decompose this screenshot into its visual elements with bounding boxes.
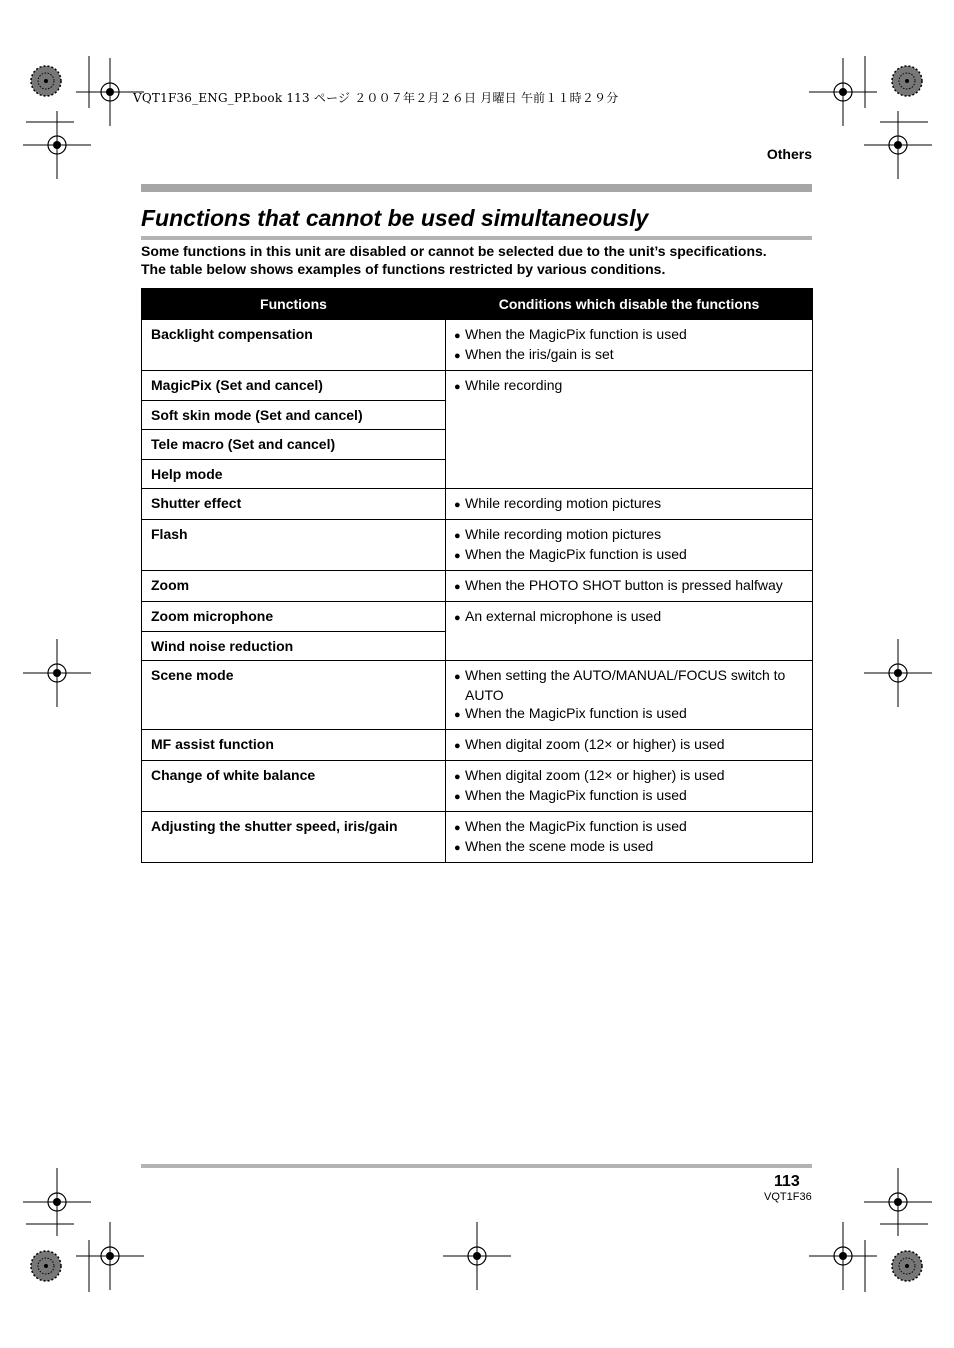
condition-item: ● When the MagicPix function is used — [454, 817, 803, 837]
condition-item: ● While recording motion pictures — [454, 525, 803, 545]
bullet-icon: ● — [454, 530, 461, 542]
title-underline — [141, 236, 812, 240]
condition-cell — [446, 812, 813, 863]
function-name: Flash — [142, 520, 446, 571]
intro-line: Some functions in this unit are disabled or cannot be selected due to the unit’s specifications. — [141, 243, 767, 259]
print-info-line: VQT1F36_ENG_PP.book 113 ページ ２００７年２月２６日 月曜日 午前１１時２９分 — [133, 91, 619, 105]
document-code: VQT1F36 — [764, 1191, 812, 1203]
functions-table — [141, 288, 813, 863]
registration-mark — [809, 58, 877, 126]
intro-paragraph — [141, 242, 813, 278]
registration-mark — [892, 66, 922, 96]
bullet-icon: ● — [454, 499, 461, 511]
condition-cell — [446, 571, 813, 602]
page-title: Functions that cannot be used simultaneously — [141, 205, 649, 231]
registration-mark — [76, 1222, 144, 1290]
condition-item: ● When the MagicPix function is used — [454, 545, 803, 565]
intro-line: The table below shows examples of functions restricted by various conditions. — [141, 261, 666, 277]
table-row — [142, 320, 813, 371]
registration-mark — [31, 1251, 61, 1281]
condition-item: ● An external microphone is used — [454, 607, 803, 627]
bullet-icon: ● — [454, 822, 461, 834]
table-row — [142, 371, 813, 401]
table-row — [142, 730, 813, 761]
bullet-icon: ● — [454, 381, 461, 393]
bullet-icon: ● — [454, 330, 461, 342]
bullet-icon: ● — [454, 740, 461, 752]
bullet-icon: ● — [454, 581, 461, 593]
bullet-icon: ● — [454, 842, 461, 854]
condition-item: ● When setting the AUTO/MANUAL/FOCUS switch to AUTO — [454, 667, 786, 703]
registration-mark — [23, 639, 91, 707]
bullet-icon: ● — [454, 612, 461, 624]
registration-mark — [809, 1222, 877, 1290]
condition-item: ● When the MagicPix function is used — [454, 786, 803, 806]
table-row — [142, 761, 813, 812]
condition-cell — [446, 371, 813, 489]
function-name: Zoom — [142, 571, 446, 602]
function-name: MagicPix (Set and cancel) — [142, 371, 446, 401]
condition-item: ● When the MagicPix function is used — [454, 704, 803, 724]
function-name: Scene mode — [142, 661, 446, 730]
bullet-icon: ● — [454, 791, 461, 803]
condition-cell — [446, 761, 813, 812]
bullet-icon: ● — [454, 709, 461, 721]
table-row — [142, 661, 813, 730]
condition-item: ● When the PHOTO SHOT button is pressed halfway — [454, 576, 803, 596]
bullet-icon: ● — [454, 771, 461, 783]
registration-mark — [443, 1222, 511, 1290]
registration-mark — [864, 111, 932, 179]
registration-mark — [864, 639, 932, 707]
function-name: Change of white balance — [142, 761, 446, 812]
footer-rule — [141, 1164, 812, 1168]
registration-mark — [892, 1251, 922, 1281]
function-name: MF assist function — [142, 730, 446, 761]
condition-item: ● When the scene mode is used — [454, 837, 803, 857]
header-functions: Functions — [142, 289, 446, 320]
registration-mark — [31, 66, 61, 96]
condition-item: ● When digital zoom (12× or higher) is used — [454, 735, 803, 755]
function-name: Wind noise reduction — [142, 632, 446, 661]
condition-cell — [446, 320, 813, 371]
condition-item: ● While recording motion pictures — [454, 494, 803, 514]
condition-cell — [446, 661, 813, 730]
bullet-icon: ● — [454, 671, 461, 683]
bullet-icon: ● — [454, 350, 461, 362]
condition-item: ● When the MagicPix function is used — [454, 325, 803, 345]
bullet-icon: ● — [454, 550, 461, 562]
function-name: Shutter effect — [142, 489, 446, 520]
registration-mark — [23, 1168, 91, 1236]
registration-mark — [23, 111, 91, 179]
page-number: 113 — [774, 1173, 800, 1190]
function-name: Tele macro (Set and cancel) — [142, 430, 446, 460]
function-name: Help mode — [142, 460, 446, 489]
header-rule — [141, 184, 812, 192]
condition-item: ● When the iris/gain is set — [454, 345, 803, 365]
condition-cell — [446, 730, 813, 761]
condition-cell — [446, 520, 813, 571]
table-row — [142, 489, 813, 520]
table-row — [142, 571, 813, 602]
function-name: Backlight compensation — [142, 320, 446, 371]
table-header-row — [142, 289, 813, 320]
table-row — [142, 812, 813, 863]
header-conditions: Conditions which disable the functions — [446, 289, 813, 320]
condition-item: ● While recording — [454, 376, 803, 396]
condition-item: ● When digital zoom (12× or higher) is used — [454, 766, 803, 786]
condition-cell — [446, 602, 813, 661]
table-row — [142, 602, 813, 632]
condition-cell — [446, 489, 813, 520]
function-name: Soft skin mode (Set and cancel) — [142, 401, 446, 430]
section-label: Others — [766, 146, 812, 162]
registration-mark — [864, 1168, 932, 1236]
function-name: Zoom microphone — [142, 602, 446, 632]
table-row — [142, 520, 813, 571]
function-name: Adjusting the shutter speed, iris/gain — [142, 812, 446, 863]
